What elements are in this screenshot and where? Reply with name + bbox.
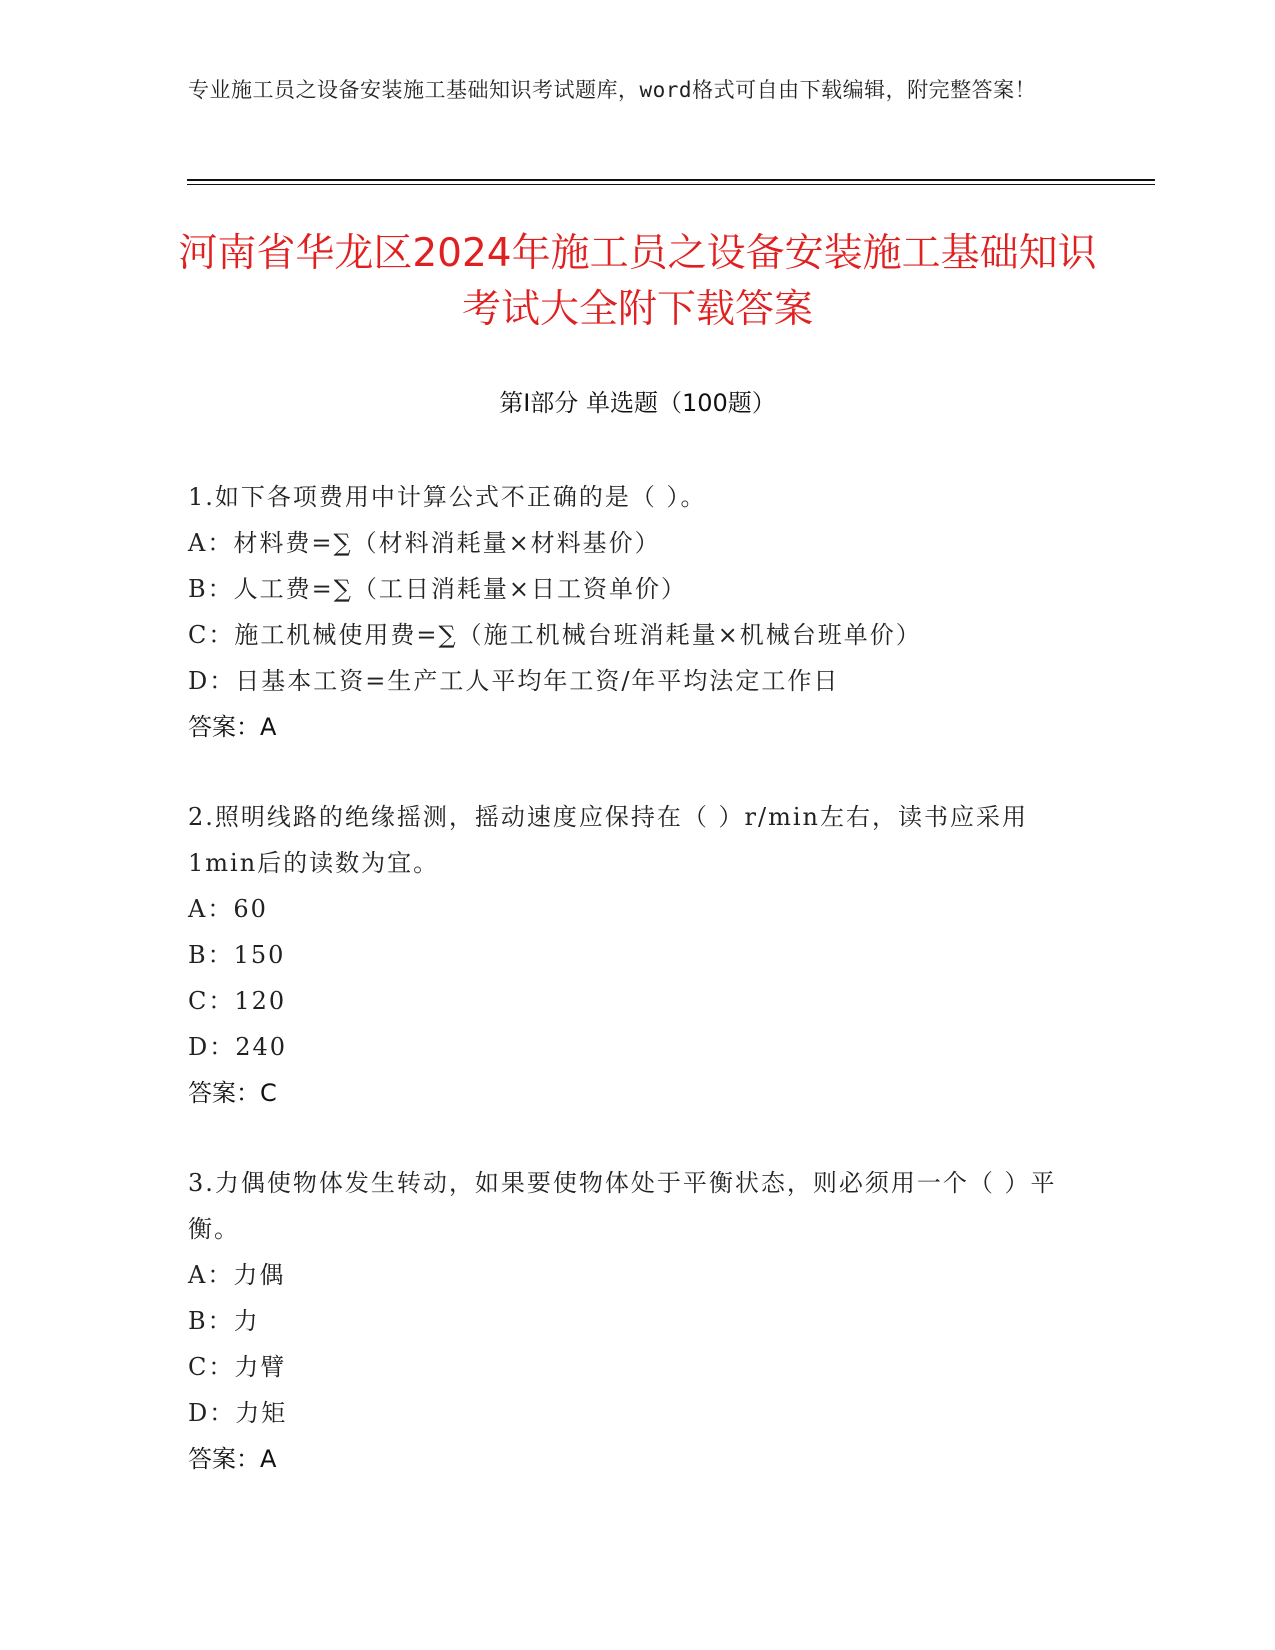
section-title: 第Ⅰ部分 单选题（100题） <box>499 389 776 417</box>
option-c: C：120 <box>188 987 287 1015</box>
option-d: D：力矩 <box>188 1399 288 1427</box>
option-b: B：力 <box>188 1307 260 1335</box>
question-text: 3.力偶使物体发生转动，如果要使物体处于平衡状态，则必须用一个（ ）平衡。 <box>188 1169 1057 1243</box>
answer: 答案：A <box>188 713 277 741</box>
answer: 答案：C <box>188 1079 277 1107</box>
question-text: 1.如下各项费用中计算公式不正确的是（ ）。 <box>188 483 707 511</box>
question-3 <box>188 1160 1068 1482</box>
question-list <box>188 474 1068 1526</box>
option-a: A：材料费=∑（材料消耗量×材料基价） <box>188 529 661 557</box>
question-2 <box>188 794 1068 1116</box>
option-c: C：力臂 <box>188 1353 287 1381</box>
question-text: 2.照明线路的绝缘摇测，摇动速度应保持在（ ）r/min左右，读书应采用1min后的读数为宜。 <box>188 803 1028 877</box>
question-1 <box>188 474 1068 750</box>
option-d: D：240 <box>188 1033 288 1061</box>
option-a: A：力偶 <box>188 1261 286 1289</box>
document-title: 河南省华龙区2024年施工员之设备安装施工基础知识考试大全附下载答案 <box>178 231 1097 332</box>
answer: 答案：A <box>188 1445 277 1473</box>
header-rule-thick <box>187 179 1155 181</box>
option-c: C：施工机械使用费=∑（施工机械台班消耗量×机械台班单价） <box>188 621 922 649</box>
header-rule-thin <box>187 184 1155 185</box>
option-b: B：150 <box>188 941 286 969</box>
header-note: 专业施工员之设备安装施工基础知识考试题库，word格式可自由下载编辑，附完整答案！ <box>188 78 1037 102</box>
option-b: B：人工费=∑（工日消耗量×日工资单价） <box>188 575 687 603</box>
option-d: D：日基本工资=生产工人平均年工资/年平均法定工作日 <box>188 667 840 695</box>
option-a: A：60 <box>188 895 268 923</box>
